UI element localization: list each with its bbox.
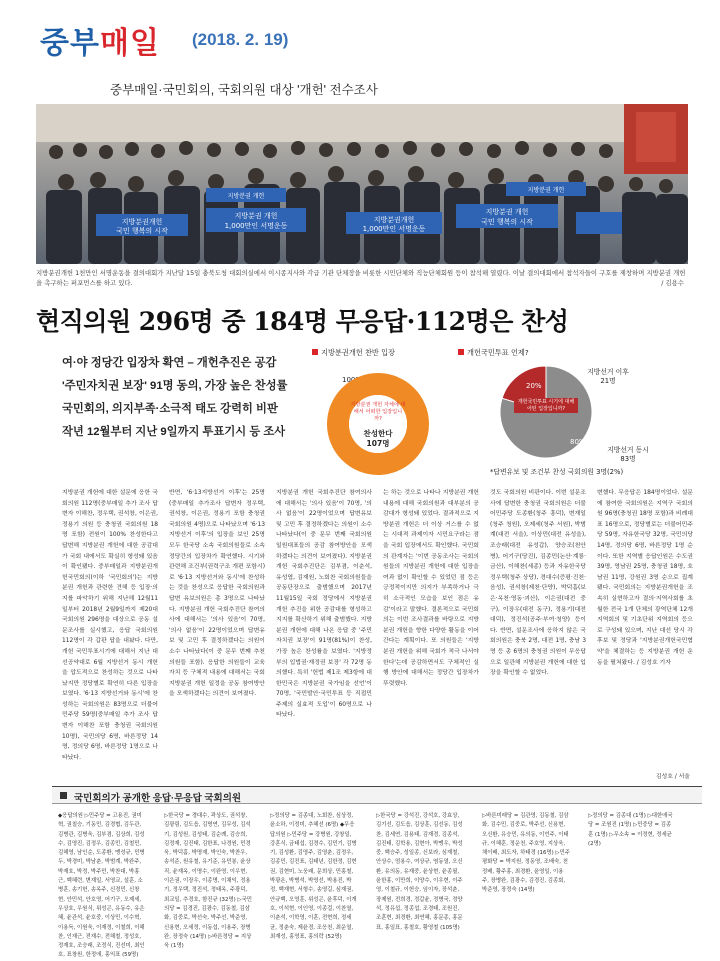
- logo-part-2: 매일: [99, 26, 160, 61]
- sign-text-1: 지방분권개헌: [121, 218, 163, 226]
- list-column: ▷정의당 = 김종대 (1명) ▷대한애국당 = 조원진 (1명) ▷민중당 = 김종훈 (1명) ▷무소속 = 이정현, 정세균 (2명): [588, 813, 673, 847]
- slice-label: 지방선거 이후: [587, 368, 629, 376]
- list-column: ▷한국당 = 경대수, 곽상도, 권석창, 김광림, 김도읍, 김명연, 김무성, 김석기, 김성원, 김성태, 김순례, 김승희, 김정재, 김진태, 김한표, 나경원, 민경욱, 박덕흠, 박명재, 박인숙, 박찬우, 송석준, 원유철, 유기준, 유민봉, 윤상직, 윤재옥, 이명수, 이완영, 이우현, 이은권, 이장우, 이종명, 이채익, 정용기, 정우택, 정진석, 정태옥, 주광덕, 최교일, 추경호, 함진규 (32명) ▷국민의당 = 김경진, 김광수, 김동철, 김삼화, 김중로, 박선숙, 박주선, 박준영, 신용현, 오세정, 이동섭, 이용주, 장병완, 장정숙 (14명) ▷바른정당 = 지상욱 (1명): [164, 813, 252, 950]
- article-column: 지방분권 개헌 국회추진단 참여의사에 대해서는 '의사 있음'이 70명, '의사 없음'이 22명이었으며 답변유보 및 고민 후 결정하겠다는 의원이 소수 나타났다(이 중 문무 번째 국회의원 일원대표들의 공감 참여방안을 모색하겠다는 의견이 보여졌다). 지방분권 개헌 국회추진단은 김부겸, 이춘석, 유성엽, 김재원, 노회찬 국회의원들을 공동단장으로 출범했으며 2017년 11월15일 국회 정당에서 지방분권 개헌 추진을 위한 공감대를 형성하고 지지를 확산하기 위해 출범했다. 지방분권 개헌에 대해 나온 응답 중 '주민자치권 보장'이 91명(81%)이 찬성, 가장 높은 찬성률을 보였다. '지방정부의 입법권·재정권 보장' 각 72명 동의했다. 특히 '헌법 제1조 제3항에 대한민국은 지방분권 국가임을 선언'이 70명, '국민발안·국민투표 등 직접민주제의 실효적 도입'이 60명으로 나타났다.: [276, 490, 372, 719]
- article-column: 반면, '6·13지방선거 이후'는 25명(중부매일 추가조사 답변자 정우택, 권석창, 이은권, 정용기 포함 충청권 국회의원 4명)으로 나타났으며 '6·13지방선거 이후'의 입장을 보인 25명 모두 한국당 소속 국회의원들로 소속정당간의 입장차가 확연했다. 시기와 관련해 조건부(권력구조 개편 포함시)로 '6·13 지방선거와 동시'에 찬성하는 것을 찬성으로 응답한 국회의원과 답변 유보의원은 총 3명으로 나타났다. 지방분권 개헌 국회추진단 참여의사에 대해서는 '의사 있음'이 70명, '의사 없음'이 22명이었으며 답변유보 및 고민 후 결정하겠다는 의원이 소수 나타났다(이 중 문무 번째 추천 의원들 포함). 응답한 의원들이 교육자치 등 구체적 내용에 대해서는 국회 지방분권 개헌 일정을 공동 참여방안을 모색하겠다는 의견이 보여졌다.: [169, 490, 265, 698]
- sign-text-10: 지방분권 개헌: [527, 187, 565, 194]
- sign-text-5: 지방분권개헌: [373, 216, 415, 224]
- slice-value: 21명: [600, 377, 616, 385]
- crowd-photo-illustration: [36, 104, 688, 264]
- slice-percent: 20%: [526, 382, 542, 390]
- photo-caption: 지방분권개헌 1천만인 서명운동을 결의대회가 지난달 15일 충북도청 대회의실에서 이시종지사와 각급 기관 단체장을 비롯한 시민단체와 직능단체회원 등이 참석해 열렸다. 이날 결의대회에서 참석자들이 구호를 제창하며 지방분권 개헌을 촉구하는 퍼포먼스를 하고 있다.: [36, 269, 686, 287]
- pie-chart: [458, 358, 688, 466]
- sign-text-9: 지방분권 개헌: [227, 193, 265, 200]
- list-header: [52, 786, 702, 804]
- member-list-box: [52, 786, 702, 959]
- byline: 김성호 / 서울: [655, 774, 690, 780]
- chart-title: 지방분권개헌 찬반 입장: [312, 348, 447, 358]
- publication-date: (2018. 2. 19): [192, 30, 289, 49]
- list-column: ▷정의당 = 김종대, 노회찬, 심상정, 윤소하, 이정미, 추혜선 (6명) ◆무응답의원 ▷민주당 = 강병원, 강창일, 강훈식, 금태섭, 김경수, 김민기, 김병기, 김성환, 김영주, 김영춘, 김정우, 김종민, 김진표, 김태년, 김한정, 김현권, 김현미, 노웅래, 문희상, 민홍철, 박광온, 박병석, 박영선, 박용진, 박정, 백재현, 서형수, 송영길, 심재권, 안규백, 오영훈, 위성곤, 윤후덕, 이개호, 이석현, 이인영, 이종걸, 이찬열, 이춘석, 이학영, 이훈, 전현희, 정세균, 정춘숙, 제윤경, 조응천, 최운열, 최재성, 홍영표, 홍의락 (52명): [270, 813, 357, 940]
- donut-chart: [312, 358, 447, 476]
- support-chart: [312, 348, 447, 480]
- slice-value: 83명: [620, 455, 636, 463]
- article-column: 는 하는 것으로 나타나 지방분권 개헌 내용에 대해 국회의원과 대부분의 공감대가 형성돼 있었다. 결과적으로 지방분권 개헌은 더 이상 거스를 수 없는 시대적 과제이자 시민요구라는 점을 국회 입장에서도 확인했다. 국민회의 관계자는 '이번 공동조사는 국회의원들의 지방분권 개헌에 대한 입장을 여과 없이 확인할 수 있었던 점 등은 긍정적이지만 의지가 부족하거나 극히 소극적인 모습을 보인 점은 유감'이라고 말했다. 결론적으로 국민회의는 이번 조사결과를 바탕으로 지방분권 개헌을 향한 다양한 활동을 이어간다는 계획이다. 또 의원들은 '지방분권 개헌을 위해 국회가 적극 나서야 한다'는데 공감하면서도 구체적인 실행 방안에 대해서는 정당간 입장차가 뚜렷했다.: [383, 490, 479, 687]
- article-deck: [62, 352, 307, 444]
- article-body: [62, 488, 698, 778]
- list-column: ▷한국당 = 강석진, 강석호, 강효상, 김기선, 김도읍, 김상훈, 김선동, 김성찬, 김세연, 김용태, 김재경, 김종석, 김진태, 김학용, 김현아, 박맹우, 박성중, 백승주, 성일종, 신보라, 심재철, 안상수, 엄용수, 여상규, 염동열, 오신환, 유의동, 유재중, 윤상현, 윤종필, 윤한홍, 이만희, 이양수, 이우현, 이주영, 이철규, 이헌승, 임이자, 장석춘, 장제원, 전희경, 정갑윤, 정병국, 정양석, 정유섭, 정종섭, 조경태, 조원진, 조훈현, 최경환, 최연혜, 홍문종, 홍문표, 홍일표, 홍철호, 황영철 (105명): [376, 813, 463, 931]
- deck-line: 국민회의, 의지부족·소극적 태도 강력히 비판: [62, 403, 278, 415]
- deck-line: 작년 12월부터 지난 9일까지 투표기시 등 조사: [62, 426, 286, 438]
- news-photo: [36, 104, 688, 264]
- center-question: 개헌국민투표 시기에 대해 어떤 입장입니까?: [514, 398, 578, 420]
- sign-text-2: 국민 행복의 시작: [116, 227, 168, 235]
- percent-label: 100%: [342, 376, 363, 384]
- sign-text-6: 1,000만인 서명운동: [362, 225, 426, 233]
- deck-line: '주민자치권 보장' 91명 동의, 가장 높은 찬성률: [62, 380, 288, 392]
- photo-credit: / 김용수: [661, 279, 684, 287]
- article-subtitle: 중부매일·국민회의, 국회의원 대상 '개헌' 전수조사: [110, 83, 378, 97]
- slice-value: 107명: [366, 439, 390, 448]
- slice-label: 지방선거 동시: [607, 446, 649, 454]
- main-headline: 현직의원 296명 중 184명 무응답·112명은 찬성: [36, 307, 569, 336]
- article-column: 변했다. 무응답은 184명이었다. 설문에 참여한 국회의원은 지역구 국회의원 96명(충청권 18명 포함)과 비례대표 16명으로, 정당별로는 더불어민주당 59명, 자유한국당 32명, 국민의당 14명, 정의당 6명, 바른정당 1명 순이다. 또한 지역별 응답인원은 수도권 39명, 영남권 25명, 충청권 18명, 호남권 11명, 강원권 3명 순으로 집계됐다. 국민회의는 지방분권개헌을 조속히 실현하고자 결의·지역사회를 초월한 전국 1개 단체의 광역단체 12개 지역회의 및 기초단위 지역회의 등으로 구성돼 있으며, 지난 대선 당시 각 후보 및 정당과 '지방분권개헌국민협약'을 체결하는 등 지방분권 개헌 운동을 펼쳐왔다. / 김성호 기자: [597, 490, 693, 666]
- slice-percent: 80%: [570, 438, 586, 446]
- article-column: 것도 국회의원 비판이다. 이번 설문조사에 답변한 충청권 국회의원은 더불어민주당 도종환(청주 흥덕), 변재일(청주 청원), 오제세(청주 서원), 박범계(대전 서을), 이상민(대전 유성을), 조승래(대전 유성갑), 양승조(천안병), 어기구(당진), 김종민(논산·계룡·금산), 이해찬(세종) 등과 자유한국당 정우택(청주 상당), 경대수(증평·진천·음성), 권석창(제천·단양), 박덕흠(보은·옥천·영동·괴산), 이은권(대전 중구), 이장우(대전 동구), 정용기(대전 대덕), 정진석(공주·부여·청양) 등이다. 반면, 설문조사에 응하지 않은 국회의원은 충북 2명, 대전 1명, 충남 3명 등 총 6명의 충청권 의원이 무응답으로 일관해 지방분권 개헌에 대한 입장을 확인할 수 없었다.: [490, 490, 586, 677]
- deck-line: 여·야 정당간 입장차 확연 – 개헌추진은 공감: [62, 357, 277, 369]
- sign-text-8: 국민 행복의 시작: [481, 218, 533, 226]
- list-column: ◆응답의원 ▷민주당 = 고용진, 권미혁, 권칠승, 기동민, 김경협, 김두관, 김병관, 김병욱, 김부겸, 김상희, 김성수, 김영진, 김정우, 김종민, 김철민, 김해영, 남인순, 도종환, 맹성규, 민병두, 박경미, 박남춘, 박범계, 박완주, 박재호, 박정, 박주민, 박찬대, 박홍근, 백혜련, 변재일, 서영교, 설훈, 소병훈, 송기헌, 송옥주, 신경민, 신창현, 안민석, 안호영, 어기구, 오제세, 우상호, 우원식, 위성곤, 유동수, 유은혜, 윤관석, 윤호중, 이상민, 이수혁, 이용득, 이원욱, 이재정, 이철희, 이해찬, 인재근, 전재수, 전해철, 정성호, 정재호, 조승래, 조정식, 진선미, 최인호, 표창원, 한정애, 홍익표 (59명): [58, 813, 145, 959]
- chart-footnote: *답변유보 및 조건부 찬성 국회의원 3명(2%): [490, 468, 624, 476]
- article-column: 지방분권 개헌에 대한 설문에 응한 국회의원 112명(중부매일 추가 조사 답변자 이해찬, 정우택, 권석창, 이은권, 정용기 의원 등 충청권 국회의원 18명 포함) 전원이 100% 찬성한다고 답변해 지방분권 개헌에 대한 공감대가 국회 내에서도 확실히 형성돼 있음이 확인됐다. 중부매일과 지방분권개헌국민회의(이하 '국민회의')는 지방분권 개헌과 관련한 견해 등 입장·의지를 파악하기 위해 지난해 12월11일부터 2018년 2월9일까지 제20대 국회의원 296명을 대상으로 공동 설문조사를 실시했고, 응답 국회의원 112명이 각 갑판 답을 내놨다. 다만, 개헌 국민투표시기에 대해서 지난 대선공약대로 6월 지방선거 동시 개헌을 압도적으로 찬성하는 것으로 나타났지만 정당별로 확연히 다른 입장을 보였다. '6·13 지방선거와 동시'에 찬성하는 국회의원은 83명으로 더불어민주당 59명(중부매일 추가 조사 답변자 이해찬 포함 충청권 국회의원 10명), 국민의당 6명, 바른정당 14명, 정의당 6명, 바른정당 1명으로 나타났다.: [62, 490, 158, 761]
- logo-part-1: 중부: [40, 26, 100, 61]
- bullet-square-icon: [60, 792, 67, 799]
- sign-text-4: 1,000만인 서명운동: [224, 222, 288, 230]
- masthead: [40, 18, 690, 62]
- newspaper-logo: [40, 18, 160, 62]
- sign-text-7: 지방분권 개헌: [485, 208, 529, 216]
- referendum-timing-chart: [458, 348, 688, 480]
- list-column: ▷바른미래당 = 김관영, 김동철, 김삼화, 김수민, 김중로, 박주선, 신용현, 오신환, 유승민, 유의동, 이언주, 이태규, 이혜훈, 정운천, 주호영, 지상욱, 채이배, 최도자, 하태경 (16명) ▷민주평화당 = 박지원, 정동영, 조배숙, 천정배, 황주홍, 최경환, 윤영일, 이용주, 장병완, 김광수, 김경진, 김종회, 박준영, 장정숙 (14명): [482, 813, 570, 894]
- bullet-square-icon: [312, 349, 318, 355]
- bullet-square-icon: [458, 349, 464, 355]
- center-question: 지방분권 개헌 자체에 대해서 어떠한 입장입니까?: [350, 402, 406, 422]
- slice-label: 찬성한다: [363, 429, 393, 438]
- list-title: 국민회의가 공개한 응답·무응답 국회의원: [74, 793, 242, 804]
- chart-title: 개헌국민투표 언제?: [458, 348, 688, 358]
- sign-text-3: 지방분권 개헌: [234, 212, 278, 220]
